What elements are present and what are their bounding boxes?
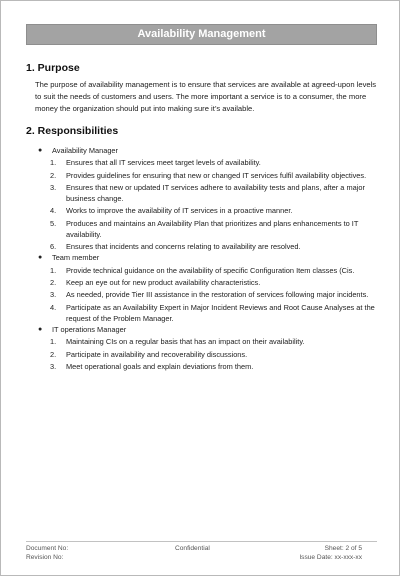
list-item — [35, 302, 385, 324]
role-label: Availability Manager — [52, 146, 119, 155]
purpose-heading: 1. Purpose — [26, 62, 80, 74]
list-item — [35, 157, 385, 168]
item-number: 1. — [50, 158, 57, 168]
item-number: 2. — [50, 277, 57, 287]
item-text: Ensures that all IT services meet target levels of availability. — [66, 158, 261, 168]
item-text: Provide technical guidance on the availability of specific Configuration Item classes (Cis. — [66, 265, 355, 275]
role-group-team-member — [35, 252, 385, 324]
list-item — [35, 277, 385, 288]
footer-document-no: Document No: — [26, 545, 69, 552]
list-item — [35, 265, 385, 276]
list-item — [35, 289, 385, 300]
bullet-icon: ● — [38, 325, 43, 333]
item-number: 4. — [50, 302, 57, 312]
item-number: 2. — [50, 349, 57, 359]
role-label: Team member — [52, 253, 100, 263]
item-number: 5. — [50, 218, 57, 228]
item-text: Ensures that new or updated IT services adhere to availability tests and plans, after a major business change. — [66, 182, 365, 204]
item-text: Participate as an Availability Expert in Major Incident Reviews and Root Cause Analyses at the request of the Problem Manager. — [66, 302, 375, 323]
footer-revision-no: Revision No: — [26, 554, 64, 561]
item-text: Provides guidelines for ensuring that new or changed IT services fulfil availability objectives. — [66, 170, 367, 180]
list-item — [35, 218, 385, 240]
item-text: Meet operational goals and explain deviations from them. — [66, 361, 254, 371]
list-item — [35, 170, 385, 181]
purpose-paragraph: The purpose of availability management is to ensure that services are available at agreed-upon levels to suit the needs of customers and users. The more important a service is to a consumer, the more money the organization should put into making sure it’s available. — [35, 80, 377, 113]
item-number: 6. — [50, 242, 57, 252]
item-text: As needed, provide Tier III assistance in the restoration of services following major incidents. — [66, 290, 369, 300]
bullet-icon: ● — [38, 147, 43, 154]
item-text: Keep an eye out for new product availability characteristics. — [66, 277, 261, 287]
item-text: Produces and maintains an Availability Plan that prioritizes and plans enhancements to IT availability. — [66, 218, 359, 239]
bullet-icon: ● — [38, 254, 43, 262]
list-item — [35, 241, 385, 252]
role-group-it-operations-manager — [35, 324, 385, 372]
item-text: Maintaining CIs on a regular basis that has an impact on their availability. — [66, 337, 305, 347]
item-number: 3. — [50, 182, 57, 192]
footer-confidential: Confidential — [175, 545, 210, 552]
responsibilities-list — [35, 145, 385, 372]
list-item — [35, 361, 385, 372]
item-text: Works to improve the availability of IT services in a proactive manner. — [66, 206, 293, 216]
responsibilities-heading: 2. Responsibilities — [26, 125, 119, 137]
list-item — [35, 336, 385, 347]
footer-sheet: Sheet: 2 of 5 — [324, 545, 362, 552]
footer-issue-date: Issue Date: xx-xxx-xx — [299, 554, 362, 561]
role-heading — [35, 145, 385, 156]
list-item — [35, 349, 385, 360]
item-number: 3. — [50, 361, 57, 371]
document-title: Availability Management — [26, 24, 377, 45]
role-group-availability-manager — [35, 145, 385, 252]
item-number: 3. — [50, 290, 57, 300]
role-heading — [35, 324, 385, 335]
item-number: 2. — [50, 170, 57, 180]
footer-divider — [26, 541, 377, 542]
item-number: 4. — [50, 206, 57, 216]
item-text: Participate in availability and recoverability discussions. — [66, 349, 248, 359]
item-number: 1. — [50, 337, 57, 347]
list-item — [35, 205, 385, 216]
item-number: 1. — [50, 265, 57, 275]
role-heading — [35, 252, 385, 263]
item-text: Ensures that incidents and concerns relating to availability are resolved. — [66, 242, 301, 252]
role-label: IT operations Manager — [52, 324, 127, 334]
list-item — [35, 182, 385, 204]
